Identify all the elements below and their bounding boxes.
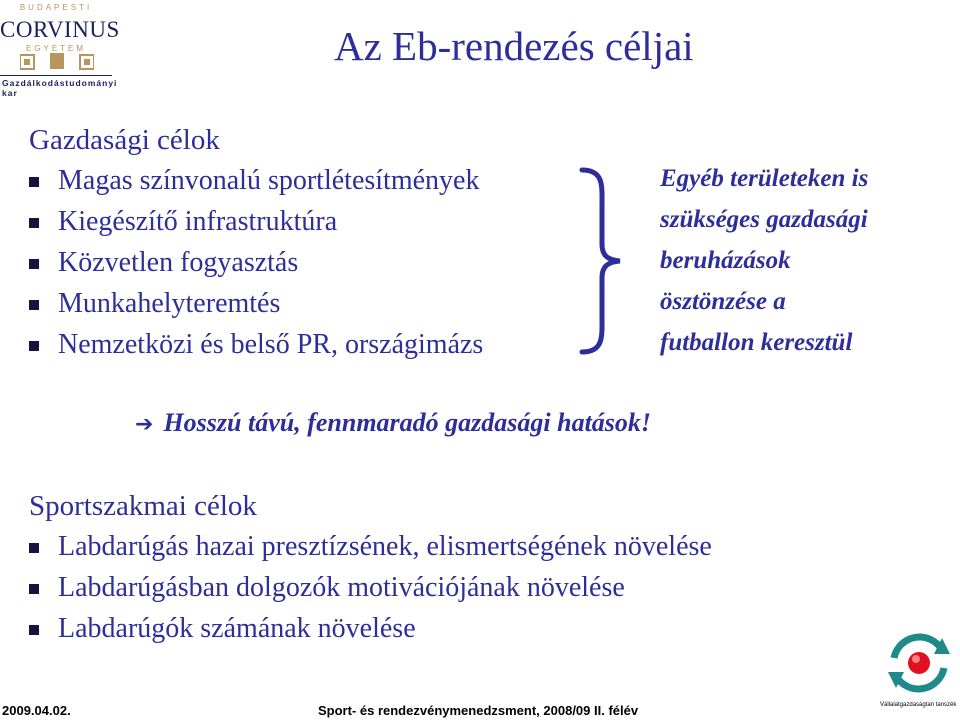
footer-department: Vállalatgazdaságtan tanszék <box>880 702 957 708</box>
bullet-icon <box>29 341 39 351</box>
economic-item: Közvetlen fogyasztás <box>58 247 299 278</box>
logo-faculty: Gazdálkodástudományi kar <box>2 78 118 98</box>
logo-emblem-icon <box>20 53 94 71</box>
bullet-icon <box>29 259 39 269</box>
bullet-icon <box>29 625 39 635</box>
bullet-icon <box>29 584 39 594</box>
bullet-icon <box>29 218 39 228</box>
note-line: beruházások <box>660 247 791 274</box>
economic-item: Nemzetközi és belső PR, országimázs <box>58 329 484 360</box>
slide-title: Az Eb-rendezés céljai <box>334 23 694 69</box>
bullet-icon <box>29 300 39 310</box>
logo-city: BUDAPESTI <box>19 3 93 12</box>
note-line: szükséges gazdasági <box>660 206 868 233</box>
economic-item: Kiegészítő infrastruktúra <box>58 206 338 237</box>
department-logo-icon <box>884 628 954 698</box>
bullet-icon <box>29 177 39 187</box>
university-logo <box>0 0 120 98</box>
sport-heading: Sportszakmai célok <box>29 490 257 522</box>
footer-date: 2009.04.02. <box>2 703 71 718</box>
logo-divider <box>0 75 112 76</box>
footer-course: Sport- és rendezvénymenedzsment, 2008/09 II. félév <box>318 703 639 718</box>
note-line: ösztönzése a <box>660 288 786 315</box>
logo-name: CORVINUS <box>0 17 120 42</box>
sport-item: Labdarúgásban dolgozók motivációjának növelése <box>58 572 625 603</box>
logo-university: EGYETEM <box>25 44 87 53</box>
sport-item: Labdarúgás hazai presztízsének, elismertségének növelése <box>58 531 712 562</box>
note-line: Egyéb területeken is <box>660 165 869 192</box>
economic-item: Magas színvonalú sportlétesítmények <box>58 165 480 196</box>
sport-item: Labdarúgók számának növelése <box>58 613 416 644</box>
conclusion <box>135 408 651 438</box>
economic-item: Munkahelyteremtés <box>58 288 281 319</box>
right-brace-icon <box>576 166 626 356</box>
conclusion-text: Hosszú távú, fennmaradó gazdasági hatások! <box>163 408 652 437</box>
note-line: futballon keresztül <box>660 329 853 356</box>
arrow-right-icon: ➔ <box>135 412 154 437</box>
economic-heading: Gazdasági célok <box>29 124 220 156</box>
bullet-icon <box>29 543 39 553</box>
